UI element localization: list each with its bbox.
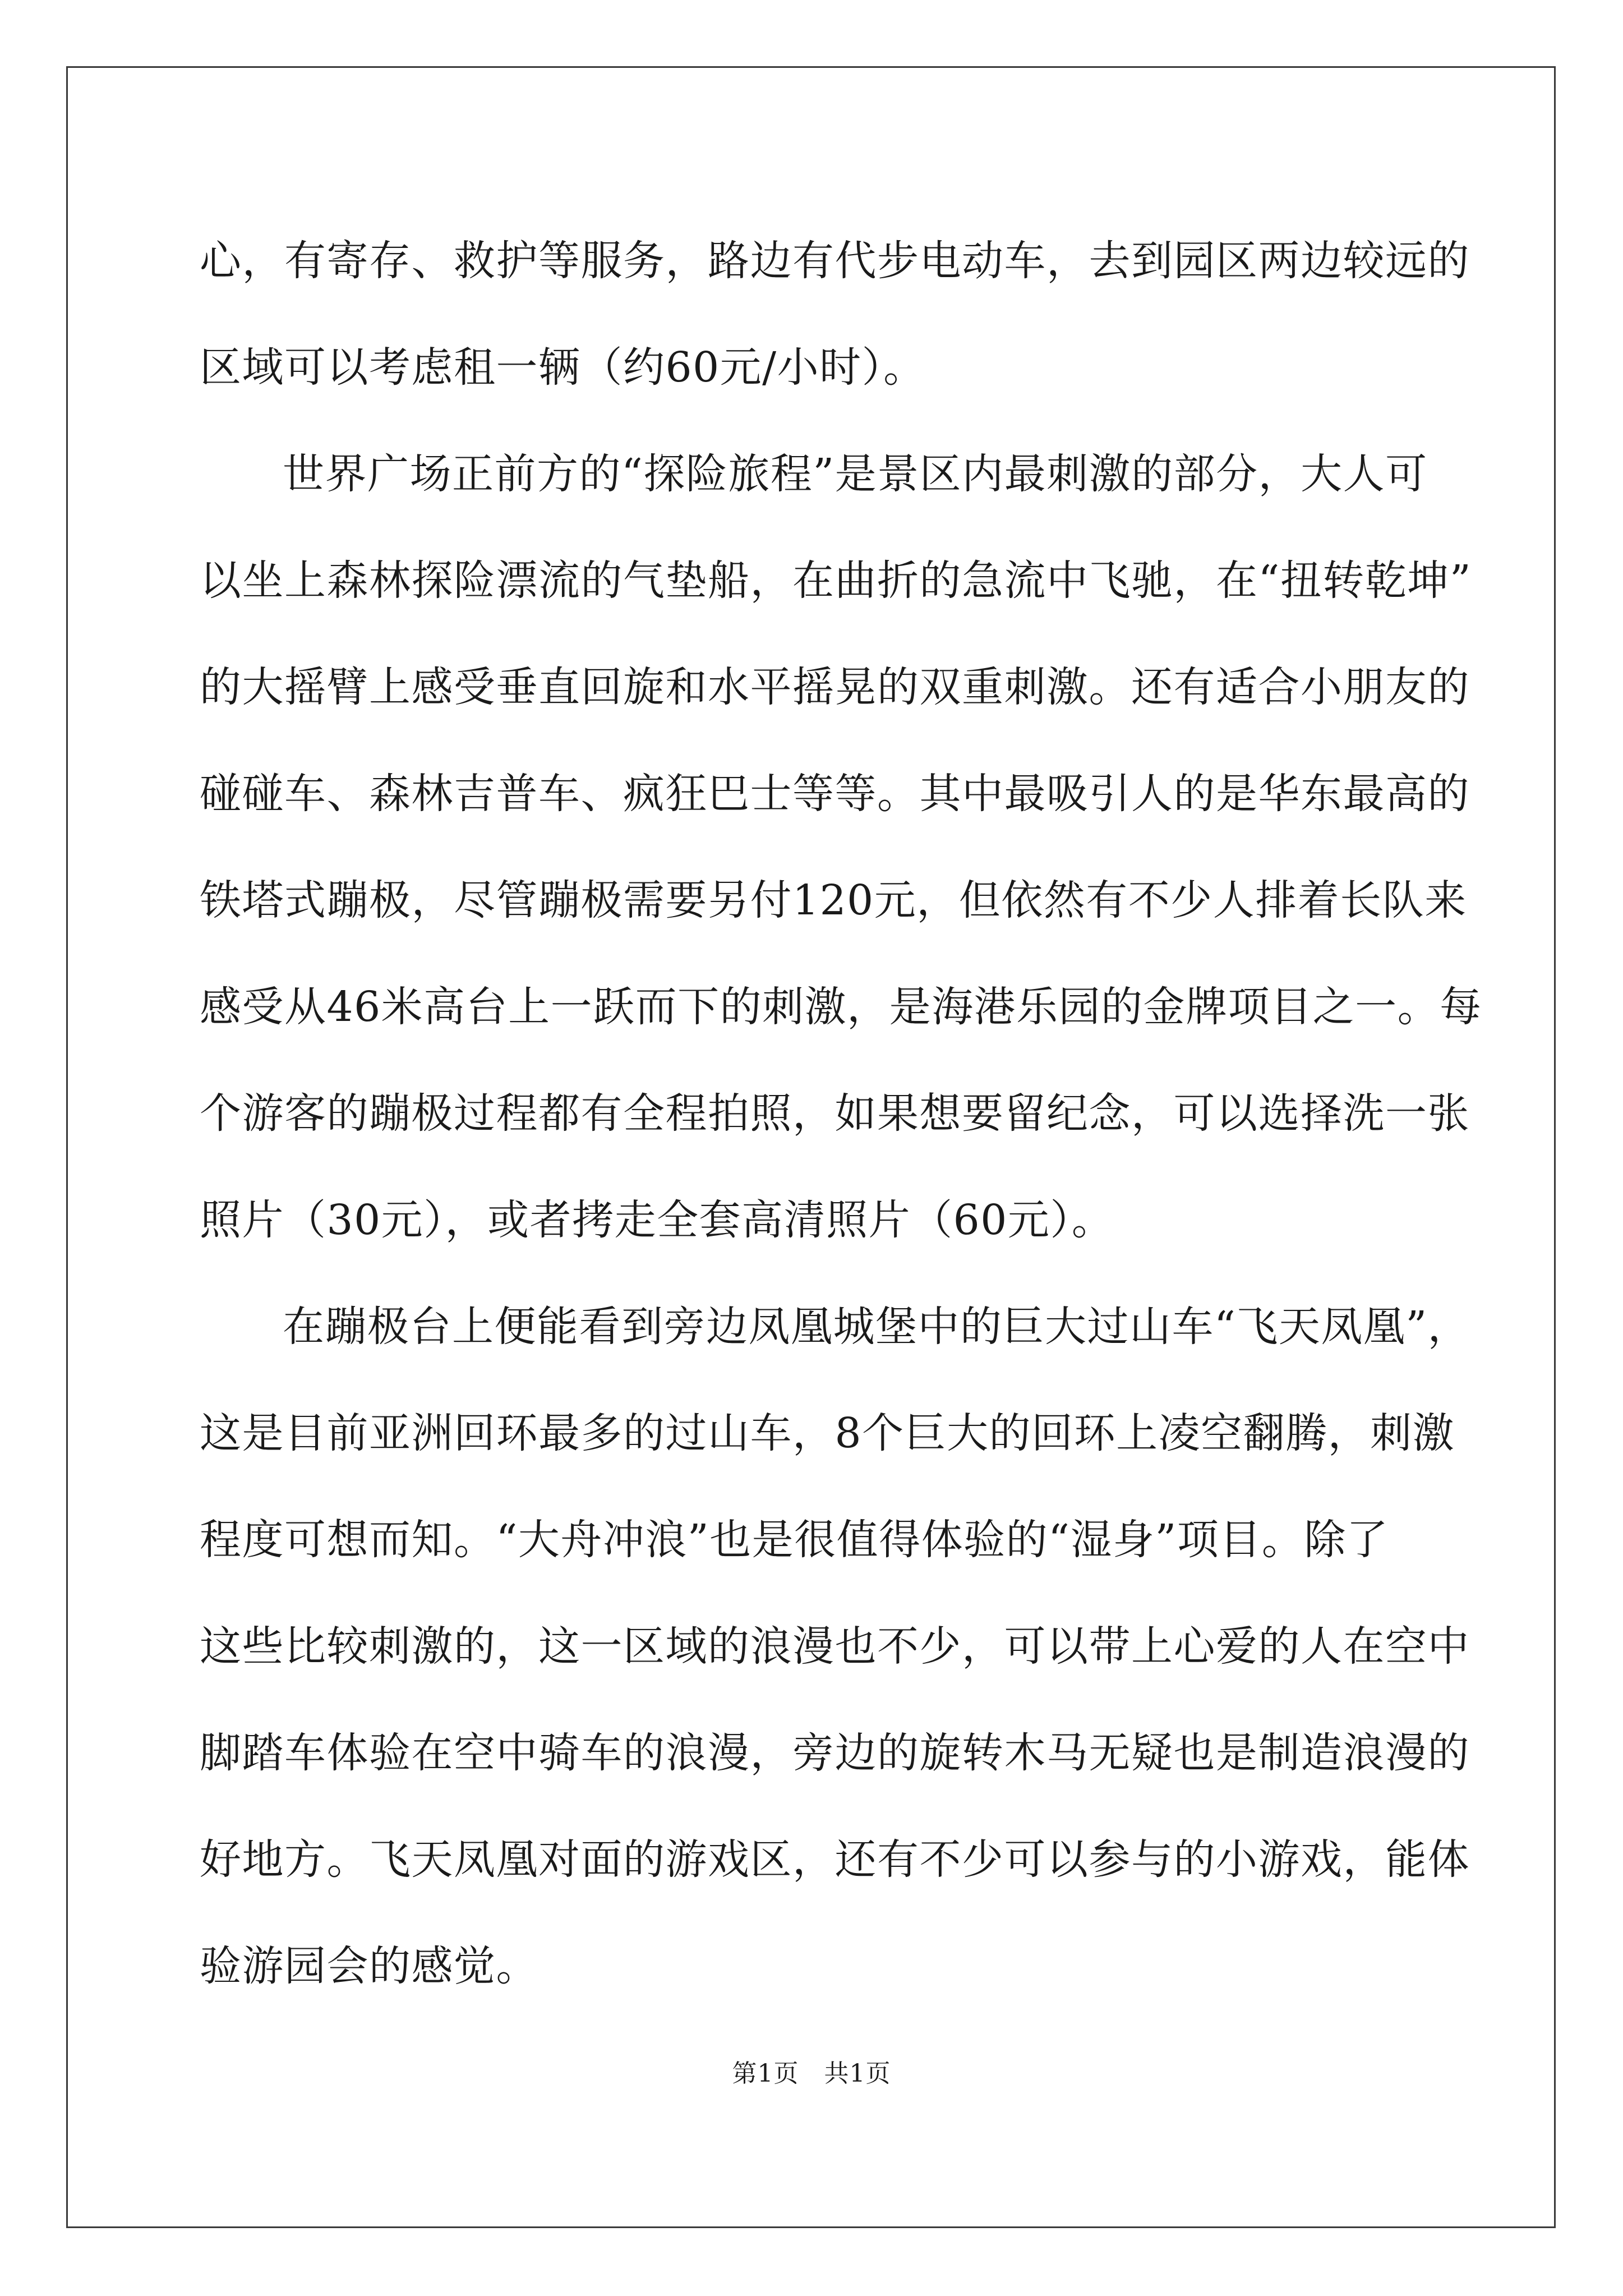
text-line: 铁塔式蹦极，尽管蹦极需要另付120元，但依然有不少人排着长队来: [200, 876, 1467, 924]
text-line: 好地方。飞天凤凰对面的游戏区，还有不少可以参与的小游戏，能体: [200, 1835, 1470, 1884]
text-line: 心，有寄存、救护等服务，路边有代步电动车，去到园区两边较远的: [200, 237, 1470, 285]
text-line: 个游客的蹦极过程都有全程拍照，如果想要留纪念，可以选择洗一张: [200, 1089, 1470, 1138]
text-line: 照片（30元），或者拷走全套高清照片（60元）。: [200, 1196, 1114, 1244]
text-line: 的大摇臂上感受垂直回旋和水平摇晃的双重刺激。还有适合小朋友的: [200, 663, 1470, 711]
text-line: 在蹦极台上便能看到旁边凤凰城堡中的巨大过山车“飞天凤凰”，: [283, 1303, 1470, 1351]
text-line: 碰碰车、森林吉普车、疯狂巴士等等。其中最吸引人的是华东最高的: [200, 770, 1470, 818]
text-line: 世界广场正前方的“探险旅程”是景区内最刺激的部分，大人可: [283, 450, 1428, 498]
text-line: 验游园会的感觉。: [200, 1942, 538, 1990]
text-line: 程度可想而知。“大舟冲浪”也是很值得体验的“湿身”项目。除了: [200, 1516, 1389, 1564]
document-body: [200, 208, 1482, 2019]
text-line: 这是目前亚洲回环最多的过山车，8个巨大的回环上凌空翻腾，刺激: [200, 1409, 1455, 1457]
text-line: 这些比较刺激的，这一区域的浪漫也不少，可以带上心爱的人在空中: [200, 1622, 1470, 1671]
text-line: 区域可以考虑租一辆（约60元/小时）。: [200, 343, 926, 392]
text-line: 感受从46米高台上一跃而下的刺激，是海港乐园的金牌项目之一。每: [200, 983, 1482, 1031]
page-number-footer: 第1页 共1页: [732, 2059, 891, 2088]
text-line: 脚踏车体验在空中骑车的浪漫，旁边的旋转木马无疑也是制造浪漫的: [200, 1729, 1470, 1777]
text-line: 以坐上森林探险漂流的气垫船，在曲折的急流中飞驰，在“扭转乾坤”: [200, 556, 1472, 605]
